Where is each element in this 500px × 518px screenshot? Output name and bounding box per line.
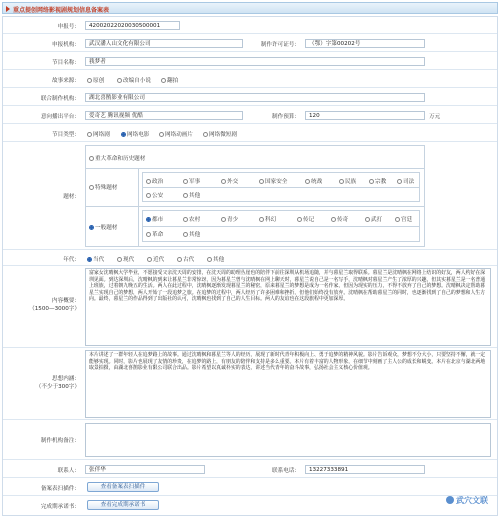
theme-special-item[interactable]: 统战 <box>305 177 322 185</box>
radio-icon <box>207 257 212 262</box>
radio-icon <box>221 179 226 184</box>
radio-selected-icon <box>121 132 126 137</box>
theme-general-item[interactable]: 革命 <box>146 230 163 238</box>
theme-major-option[interactable]: 重大革命和历史题材 <box>89 154 145 162</box>
row-story <box>3 70 497 88</box>
era-option-ancient[interactable]: 古代 <box>177 255 194 263</box>
maker-note-label: 制作机构备注： <box>40 438 80 444</box>
contact-field[interactable]: 张伴华 <box>85 465 205 474</box>
story-label: 故事来源： <box>52 78 80 84</box>
theme-special-item[interactable]: 国家安全 <box>259 177 287 185</box>
theme-special-item[interactable]: 公安 <box>146 191 163 199</box>
budget-unit: 万元 <box>429 114 441 120</box>
budget-label: 制作预算： <box>272 114 300 120</box>
phone-field[interactable]: 13227333891 <box>305 465 425 474</box>
radio-icon <box>159 132 164 137</box>
report-label: 备案表扫描件： <box>40 486 80 492</box>
radio-icon <box>369 179 374 184</box>
radio-icon <box>89 185 94 190</box>
radio-icon <box>87 78 92 83</box>
theme-label: 题材： <box>63 194 80 200</box>
apply-no-field[interactable]: 42002022020030500001 <box>85 21 180 30</box>
row-contact <box>3 460 497 478</box>
maker-note-textarea[interactable] <box>85 423 491 457</box>
theme-general-item[interactable]: 其他 <box>183 230 200 238</box>
license-label: 制作许可证号： <box>260 42 300 48</box>
radio-icon <box>183 217 188 222</box>
row-apply-no <box>3 17 497 34</box>
budget-field[interactable]: 120 <box>305 111 425 120</box>
apply-no-label: 申报号： <box>57 24 80 30</box>
row-maker-note <box>3 420 497 460</box>
content-textarea[interactable]: 富家女沈晴枫大学毕业，不愿接受父亲沈天周的安排，在沈天周的助理丛崖也的陪伴下前往深圳从机场追随，并与暮星兰取得联系。暮星兰是沈晴枫在网络上结识的好友，两人约好在深圳见面。到达深圳后，沈晴枫的到来让暮星兰非常惊讶，因为暮星兰曾与沈晴枫在网上聊天时，暮星兰说自己是一名写手，沈晴枫对暮星兰产生了浓厚的兴趣，但其实暮星兰是一名普通上班族，过着朝九晚五的生活。两人在此过程中，沈晴枫逐渐发现暮星兰的秘密，原来暮星兰的梦想是成为一名作家，但因为现实的压力，不得不放弃了自己的梦想。沈晴枫决定帮助暮星兰实现自己的梦想，两人开始了一段追梦之旅。在追梦的过程中，两人经历了许多困难和挫折，但他们始终没有放弃。沈晴枫在帮助暮星兰的同时，也逐渐找到了自己的梦想和人生方向。最终，暮星兰的作品得到了出版社的认可，沈晴枫也找到了自己的人生目标。两人的友谊也在这段旅程中更加深厚。 <box>85 268 491 346</box>
filing-form <box>2 16 498 516</box>
theme-grid <box>85 145 425 247</box>
radio-icon <box>221 217 226 222</box>
idea-hint: （不少于300字） <box>35 384 80 390</box>
row-promise <box>3 496 497 515</box>
row-coop <box>3 88 497 106</box>
radio-icon <box>117 78 122 83</box>
promise-label: 完成期承诺书： <box>40 504 80 510</box>
era-label: 年代： <box>63 257 80 263</box>
story-option-remake[interactable]: 翻拍 <box>161 76 178 84</box>
radio-icon <box>146 179 151 184</box>
content-label: 内容概要： <box>52 298 80 304</box>
license-field[interactable]: （鄂）字第00202号 <box>305 39 425 48</box>
theme-special-item[interactable]: 军事 <box>183 177 200 185</box>
form-title-bar <box>2 2 498 14</box>
view-promise-button[interactable]: 查看完成期承诺书 <box>87 500 159 510</box>
watermark: 武穴文联 <box>446 495 488 506</box>
radio-icon <box>147 257 152 262</box>
radio-icon <box>89 156 94 161</box>
theme-special-item[interactable]: 其他 <box>183 191 200 199</box>
radio-icon <box>183 193 188 198</box>
radio-icon <box>259 217 264 222</box>
radio-icon <box>339 179 344 184</box>
row-era <box>3 250 497 266</box>
theme-general-item[interactable]: 宫廷 <box>395 215 412 223</box>
radio-selected-icon <box>89 225 94 230</box>
contact-label: 联系人： <box>57 468 80 474</box>
radio-icon <box>305 179 310 184</box>
theme-general-item[interactable]: 传记 <box>297 215 314 223</box>
type-label: 节目类型： <box>52 132 80 138</box>
radio-icon <box>161 78 166 83</box>
radio-icon <box>87 132 92 137</box>
row-idea <box>3 348 497 420</box>
type-option-short[interactable]: 网络微短剧 <box>203 130 237 138</box>
radio-selected-icon <box>146 217 151 222</box>
row-type <box>3 124 497 142</box>
org-label: 申报机构： <box>52 42 80 48</box>
theme-special-item[interactable]: 宗教 <box>369 177 386 185</box>
row-program <box>3 52 497 70</box>
row-theme <box>3 142 497 250</box>
theme-special-item[interactable]: 外交 <box>221 177 238 185</box>
theme-general-grid <box>142 210 420 242</box>
theme-special-item[interactable]: 民族 <box>339 177 356 185</box>
era-option-modern[interactable]: 现代 <box>117 255 134 263</box>
type-option-film[interactable]: 网络电影 <box>121 130 149 138</box>
theme-special-item[interactable]: 政治 <box>146 177 163 185</box>
form-title: 重点提创网络影视剧规划信息备案表 <box>13 7 110 14</box>
story-option-original[interactable]: 原创 <box>87 76 104 84</box>
radio-icon <box>117 257 122 262</box>
theme-general-option[interactable]: 一般题材 <box>89 223 117 231</box>
idea-textarea[interactable]: 本片讲述了一群年轻人在追梦路上的故事。通过沈晴枫和暮星兰等人的经历，展现了新时代青年积极向上、勇于追梦的精神风貌。影片告诉观众，梦想不分大小，只要坚持不懈，就一定能够实现。同时，影片也展现了友情的珍贵，在追梦的路上，有朋友的陪伴和支持是多么重要。本片有着丰富的人物形象，在细节中刻画了主人公的成长和蜕变。本片在北京与湖北两地取景拍摄，由湖北喜鹊影业有限公司联合出品。影片希望以真诚朴实的表达，讲述当代青年的奋斗故事，弘扬社会主义核心价值观。 <box>85 350 491 418</box>
view-report-button[interactable]: 查看备案表扫描件 <box>87 482 159 492</box>
radio-icon <box>146 193 151 198</box>
radio-icon <box>331 217 336 222</box>
theme-general-item[interactable]: 青少 <box>221 215 238 223</box>
era-option-other[interactable]: 其他 <box>207 255 224 263</box>
org-field[interactable]: 武汉潘人山文化有限公司 <box>85 39 243 48</box>
theme-general-item[interactable]: 科幻 <box>259 215 276 223</box>
radio-icon <box>177 257 182 262</box>
era-option-recent[interactable]: 近代 <box>147 255 164 263</box>
platform-label: 意向播出平台： <box>40 114 80 120</box>
theme-special-item[interactable]: 司法 <box>397 177 414 185</box>
row-org <box>3 34 497 52</box>
theme-general-item[interactable]: 武打 <box>365 215 382 223</box>
program-field[interactable]: 莪梦者 <box>85 57 425 66</box>
radio-icon <box>397 179 402 184</box>
radio-selected-icon <box>87 257 92 262</box>
idea-label: 思想内涵： <box>52 376 80 382</box>
radio-icon <box>259 179 264 184</box>
radio-icon <box>183 179 188 184</box>
radio-icon <box>183 232 188 237</box>
type-option-animation[interactable]: 网络动画片 <box>159 130 193 138</box>
theme-special-grid <box>142 172 420 202</box>
theme-general-item[interactable]: 农村 <box>183 215 200 223</box>
platform-field[interactable]: 爱奇艺 腾讯视频 优酷 <box>85 111 243 120</box>
theme-special-option[interactable]: 特殊题材 <box>89 183 117 191</box>
radio-icon <box>146 232 151 237</box>
row-content <box>3 266 497 348</box>
row-platform <box>3 106 497 124</box>
coop-label: 联合制作机构： <box>40 96 80 102</box>
program-label: 节目名称： <box>52 60 80 66</box>
wechat-logo-icon <box>446 496 454 504</box>
era-option-contemporary[interactable]: 当代 <box>87 255 104 263</box>
story-option-novel[interactable]: 改编自小说 <box>117 76 151 84</box>
row-report <box>3 478 497 496</box>
radio-icon <box>203 132 208 137</box>
theme-general-item[interactable]: 传奇 <box>331 215 348 223</box>
radio-icon <box>395 217 400 222</box>
type-option-series[interactable]: 网络剧 <box>87 130 110 138</box>
phone-label: 联系电话： <box>272 468 300 474</box>
radio-icon <box>297 217 302 222</box>
coop-field[interactable]: 湖北喜鹊影业有限公司 <box>85 93 425 102</box>
content-hint: （1500—3000字） <box>29 306 80 312</box>
title-arrow-icon <box>6 6 10 12</box>
radio-icon <box>365 217 370 222</box>
theme-general-item[interactable]: 都市 <box>146 215 163 223</box>
